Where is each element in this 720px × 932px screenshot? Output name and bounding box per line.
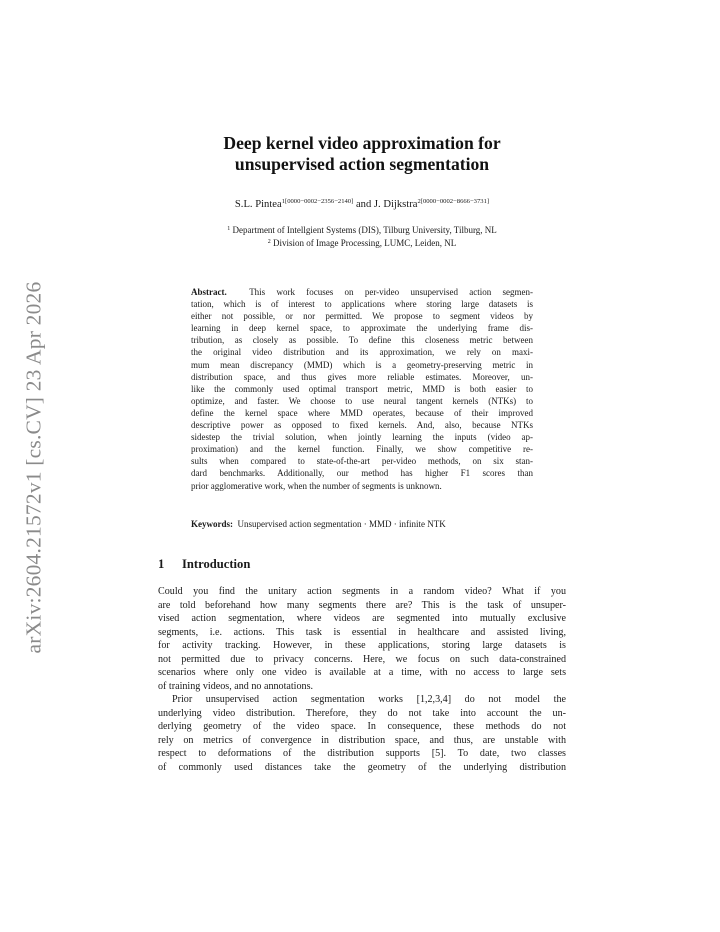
abstract-line bbox=[191, 286, 533, 298]
author-2-name: J. Dijkstra bbox=[373, 199, 418, 210]
body-line: of training videos, and no annotations. bbox=[158, 680, 314, 692]
body-line: of commonly used distances take the geometry of the underlying distribution bbox=[158, 761, 566, 773]
arxiv-id-text: arXiv:2604.21572v1 [cs.CV] 23 Apr 2026 bbox=[21, 281, 46, 653]
abstract-line: sults when compared to state-of-the-art per-video methods, on six stan- bbox=[191, 456, 533, 467]
abstract-line-text: This work focuses on per-video unsupervised action segmen- bbox=[249, 287, 534, 297]
author-2-orcid: 2[0000−0002−8666−3731] bbox=[417, 198, 490, 205]
affiliation-2-text: Division of Image Processing, LUMC, Leiden, NL bbox=[273, 237, 457, 248]
affiliation-1-text: Department of Intellgient Systems (DIS), Tilburg University, Tilburg, NL bbox=[232, 225, 497, 235]
keywords-label: Keywords: bbox=[191, 519, 233, 529]
body-line: Could you find the unitary action segments in a random video? What if you bbox=[158, 586, 566, 597]
abstract-line: either not possible, or nor permitted. We propose to segment videos by bbox=[191, 311, 533, 322]
body-text bbox=[158, 585, 566, 774]
abstract-line: learning in deep kernel space, to approximate the underlying frame dis- bbox=[191, 323, 533, 334]
abstract bbox=[191, 286, 533, 492]
abstract-line: optimize, and faster. We choose to use neural tangent kernels (NTKs) to bbox=[191, 395, 533, 406]
author-line bbox=[158, 198, 566, 210]
section-title: Introduction bbox=[182, 557, 251, 571]
abstract-line: like the commonly used optimal transport metric, MMD is both easier to bbox=[191, 383, 533, 394]
affiliation-2-number: 2 bbox=[267, 238, 271, 245]
title-line-1: Deep kernel video approximation for bbox=[223, 133, 501, 153]
body-line: scenarios where only one video is available at a time, with no access to large sets bbox=[158, 667, 566, 678]
abstract-line: mum mean discrepancy (MMD) which is a geometry-preserving metric in bbox=[191, 359, 533, 370]
abstract-line: descriptive power as opposed to fixed kernels. And, also, because NTKs bbox=[191, 420, 533, 431]
arxiv-side-identifier bbox=[14, 258, 54, 676]
author-1-orcid: 1[0000−0002−2356−2140] bbox=[281, 198, 354, 205]
title-line-2: unsupervised action segmentation bbox=[234, 154, 490, 174]
body-line: for activity tracking. However, in these applications, storing large datasets is bbox=[158, 640, 566, 651]
body-line: Prior unsupervised action segmentation works [1,2,3,4] do not model the bbox=[172, 694, 566, 705]
keywords bbox=[191, 519, 533, 529]
body-line: vised action segmentation, where videos are segmented into mutually exclusive bbox=[158, 613, 566, 624]
body-line: respect to deformations of the distribution supports [5]. To date, two classes bbox=[158, 748, 566, 759]
body-line: rely on metrics of convergence in distribution space, and thus, are unstable with bbox=[158, 734, 566, 746]
affiliation-2 bbox=[158, 237, 566, 250]
abstract-line: proximation) and the kernel function. Finally, we show competitive re- bbox=[191, 444, 533, 455]
section-heading bbox=[158, 557, 250, 572]
abstract-line: tation, which is of interest to applications where storing large datasets is bbox=[191, 299, 533, 310]
abstract-line: dard benchmarks. Additionally, our method has higher F1 scores than bbox=[191, 468, 533, 479]
abstract-label: Abstract. bbox=[191, 287, 227, 297]
body-line: derlying geometry of the video space. In consequence, these methods do not bbox=[158, 721, 566, 732]
affiliation-1-number: 1 bbox=[227, 226, 231, 232]
body-line: not permitted due to privacy concerns. Here, we focus on such data-constrained bbox=[158, 653, 566, 665]
abstract-line: the original video distribution and its approximation, we rely on maxi- bbox=[191, 347, 533, 358]
body-line: segments, i.e. actions. This task is essential in healthcare and assisted living, bbox=[158, 626, 566, 638]
abstract-line: sidestep the trivial solution, when jointly learning the inputs (video ap- bbox=[191, 432, 533, 443]
abstract-line: tribution, as closely as possible. To define this closeness metric between bbox=[191, 335, 533, 346]
author-1-name: S.L. Pintea bbox=[234, 199, 282, 210]
section-number: 1 bbox=[158, 557, 165, 571]
paper-title bbox=[158, 133, 566, 175]
abstract-line: prior agglomerative work, when the number of segments is unknown. bbox=[191, 480, 442, 491]
body-line: underlying video distribution. Therefore, they do not take into account the un- bbox=[158, 707, 566, 719]
author-conjunction: and bbox=[353, 199, 374, 210]
abstract-line: distribution space, and thus gives more reliable estimates. Moreover, un- bbox=[191, 371, 533, 382]
affiliation-1 bbox=[158, 224, 566, 237]
keywords-text: Unsupervised action segmentation · MMD · infinite NTK bbox=[237, 519, 446, 529]
affiliations bbox=[158, 224, 566, 249]
body-line: are told beforehand how many segments there are? This is the task of unsuper- bbox=[158, 599, 566, 611]
abstract-line: define the kernel space where MMD operates, because of their improved bbox=[191, 407, 533, 418]
